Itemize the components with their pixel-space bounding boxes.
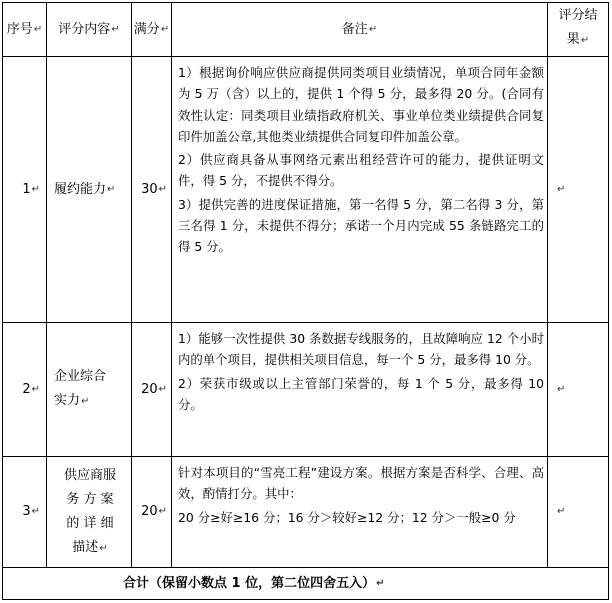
row2-item: 企业综合 实力↵	[54, 369, 107, 408]
row1-result: ↵	[557, 183, 566, 195]
row1-index: 1 ↵	[22, 181, 40, 197]
header-index: 序号 ↵	[6, 21, 43, 37]
row3-note-1: 针对本项目的“雪亮工程”建设方案。根据方案是否科学、合理、高效，酌情打分。其中：	[178, 465, 544, 502]
table-border-bottom	[2, 599, 609, 600]
row3-result: ↵	[557, 506, 566, 517]
row1-note-1: 1）根据询价响应供应商提供同类项目业绩情况，单项合同年金额为 5 万（含）以上的，提供 1 个得 5 分，最多得 20 分。(合同有效性认定：同类项目业绩指政府机关、事业单位类业绩提供合同复印件加盖公章,其他类业绩提供合同复印件加盖公章。	[178, 65, 544, 144]
column-divider	[46, 2, 47, 568]
header-result: 评分结 果↵	[558, 8, 598, 47]
row2-result: ↵	[557, 383, 566, 395]
row1-note-2: 2）供应商具备从事网络元素出租经营许可的能力，提供证明文件，得 5 分，不提供不得分。	[178, 152, 544, 189]
header-full-score: 满分 ↵	[133, 21, 170, 37]
row3-note-2: 20 分≥好≥16 分；16 分＞较好≥12 分；12 分＞一般≥0 分	[178, 509, 516, 525]
row2-index: 2 ↵	[22, 381, 40, 397]
row2-notes	[178, 328, 544, 415]
row1-note-3: 3）提供完善的进度保证措施，第一名得 5 分，第二名得 3 分，第三名得 1 分，未提供不得分；承诺一个月内完成 55 条链路完工的得 5 分。	[178, 196, 544, 255]
header-notes: 备注 ↵	[341, 21, 378, 37]
table-border-right	[608, 2, 609, 600]
row2-note-2: 2）荣获市级或以上主管部门荣誉的，每 1 个 5 分，最多得 10 分。	[178, 375, 544, 412]
row1-item: 履约能力 ↵	[54, 181, 116, 197]
scoring-table	[2, 2, 609, 600]
column-divider	[171, 2, 172, 568]
header-item: 评分内容 ↵	[58, 21, 120, 37]
row3-item: 供应商服 务 方 案 的 详 细 描述↵	[63, 467, 116, 555]
row3-notes	[178, 462, 544, 528]
row3-full-score: 20 ↵	[141, 504, 167, 519]
row1-notes	[178, 62, 544, 258]
row1-full-score: 30 ↵	[141, 181, 167, 197]
row2-note-1: 1）能够一次性提供 30 条数据专线服务的，且故障响应 12 个小时内的单个项目，提供相关项目信息，每一个 5 分，最多得 10 分。	[178, 331, 544, 368]
row2-full-score: 20 ↵	[141, 381, 167, 397]
total-row-label: 合计（保留小数点 1 位，第二位四舍五入） ↵	[123, 575, 385, 591]
row3-index: 3 ↵	[22, 504, 40, 519]
